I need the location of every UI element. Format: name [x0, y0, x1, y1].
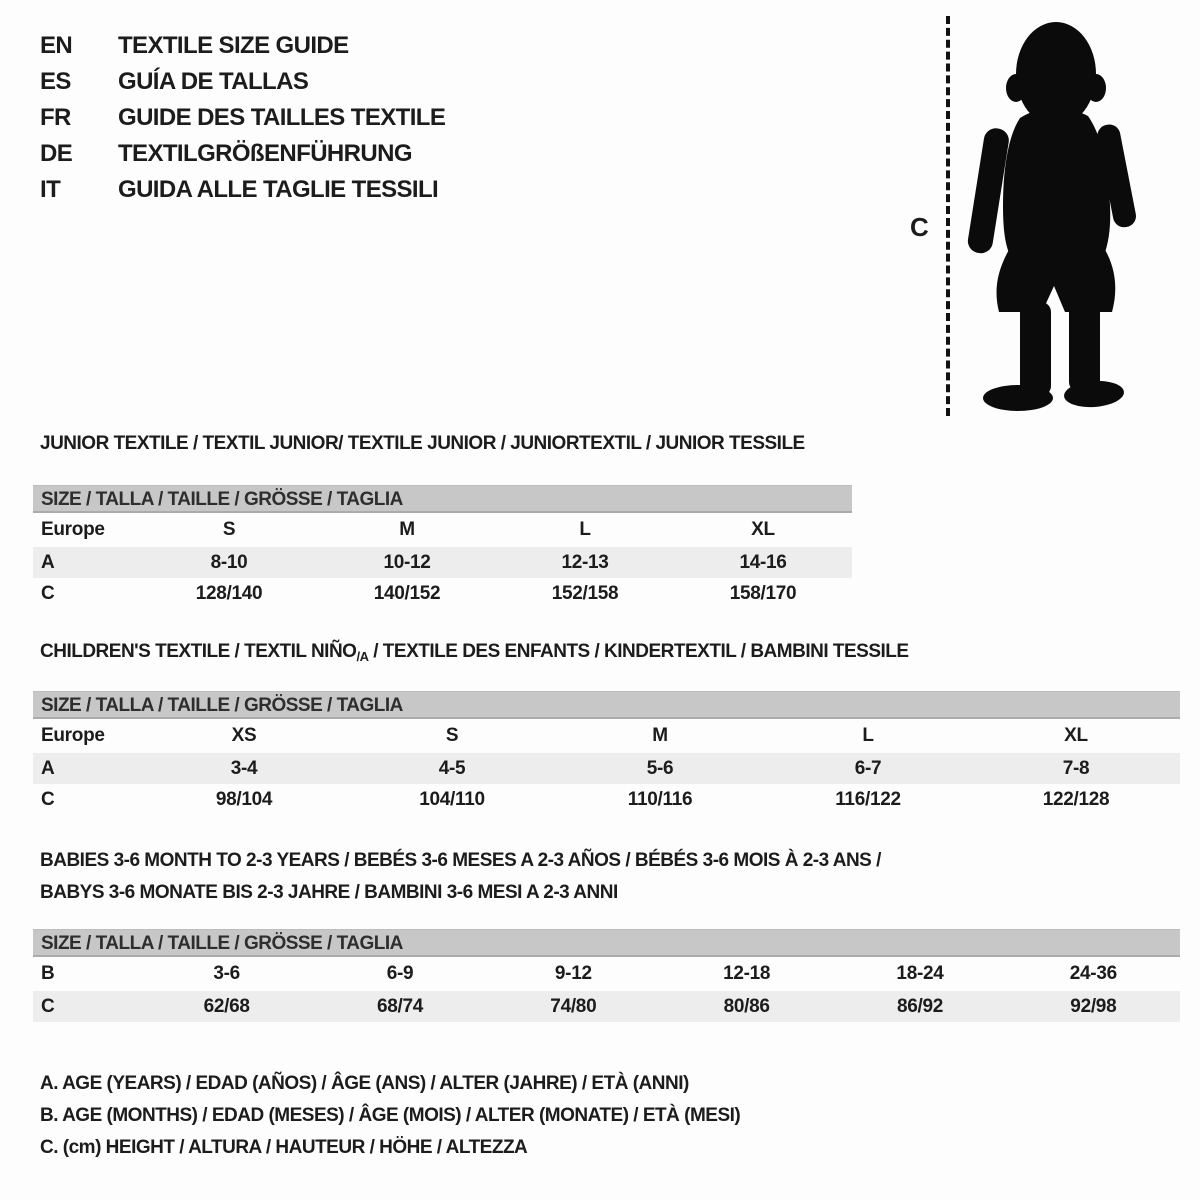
children-size-table	[33, 719, 1180, 815]
height-dashed-line	[946, 16, 950, 416]
lang-row-es	[40, 64, 445, 100]
children-title-prefix: CHILDREN'S TEXTILE / TEXTIL NIÑO	[40, 641, 357, 662]
children-title-suffix: / TEXTILE DES ENFANTS / KINDERTEXTIL / BAMBINI TESSILE	[368, 641, 909, 662]
table-cell: 18-24	[896, 963, 944, 984]
table-cell: 4-5	[438, 757, 466, 779]
babies-size-table	[33, 957, 1180, 1022]
table-row	[33, 547, 852, 578]
table-cell: L	[862, 725, 874, 746]
children-table	[33, 691, 1180, 815]
legend-line-a: A. AGE (YEARS) / EDAD (AÑOS) / ÂGE (ANS) / ALTER (JAHRE) / ETÀ (ANNI)	[40, 1073, 689, 1094]
table-cell: XL	[1064, 725, 1088, 746]
legend-line-b: B. AGE (MONTHS) / EDAD (MESES) / ÂGE (MOIS) / ALTER (MONATE) / ETÀ (MESI)	[40, 1105, 741, 1126]
row-label: A	[41, 757, 55, 779]
table-cell: 7-8	[1062, 757, 1090, 779]
row-label: C	[41, 788, 55, 810]
row-label: C	[41, 995, 55, 1017]
baby-silhouette-image	[966, 10, 1142, 418]
table-cell: XL	[751, 519, 775, 540]
table-cell: 14-16	[739, 551, 787, 573]
language-title-block	[40, 28, 445, 208]
table-cell: 24-36	[1069, 963, 1117, 984]
row-label: Europe	[41, 519, 105, 540]
table-cell: 110/116	[627, 788, 693, 810]
row-label: C	[41, 582, 55, 604]
row-label: B	[41, 963, 55, 984]
table-cell: S	[222, 519, 236, 540]
table-cell: 86/92	[896, 995, 943, 1017]
babies-title-line2: BABYS 3-6 MONATE BIS 2-3 JAHRE / BAMBINI 3-6 MESI A 2-3 ANNI	[40, 882, 618, 903]
lang-row-en	[40, 28, 445, 64]
lang-code: IT	[40, 176, 61, 203]
table-cell: 140/152	[373, 582, 441, 604]
table-cell: 10-12	[383, 551, 431, 573]
table-cell: XS	[231, 725, 257, 746]
junior-section-title: JUNIOR TEXTILE / TEXTIL JUNIOR/ TEXTILE JUNIOR / JUNIORTEXTIL / JUNIOR TESSILE	[40, 433, 805, 454]
row-label: A	[41, 551, 55, 573]
babies-size-header: SIZE / TALLA / TAILLE / GRÖSSE / TAGLIA	[33, 929, 1180, 957]
babies-section-title	[40, 845, 881, 909]
guide-title: TEXTILGRÖßENFÜHRUNG	[118, 140, 412, 167]
junior-size-table	[33, 513, 852, 609]
table-row	[33, 784, 1180, 815]
guide-title: GUIDE DES TAILLES TEXTILE	[118, 104, 446, 131]
table-cell: 12-18	[723, 963, 771, 984]
table-cell: 12-13	[561, 551, 609, 573]
lang-code: FR	[40, 104, 71, 131]
legend-line-c: C. (cm) HEIGHT / ALTURA / HAUTEUR / HÖHE / ALTEZZA	[40, 1137, 528, 1158]
lang-code: ES	[40, 68, 71, 95]
table-cell: M	[652, 725, 668, 746]
lang-row-fr	[40, 100, 445, 136]
babies-title-line1: BABIES 3-6 MONTH TO 2-3 YEARS / BEBÉS 3-6 MESES A 2-3 AÑOS / BÉBÉS 3-6 MOIS À 2-3 ANS /	[40, 850, 881, 871]
table-cell: 104/110	[419, 788, 485, 810]
table-cell: 6-7	[854, 757, 882, 779]
lang-row-de	[40, 136, 445, 172]
lang-row-it	[40, 172, 445, 208]
table-cell: L	[579, 519, 591, 540]
legend-block	[40, 1068, 740, 1164]
table-cell: 8-10	[210, 551, 248, 573]
table-row	[33, 578, 852, 609]
table-cell: 9-12	[554, 963, 592, 984]
row-label: Europe	[41, 725, 105, 746]
table-cell: 92/98	[1070, 995, 1117, 1017]
height-label-c: C	[910, 212, 929, 242]
table-cell: 62/68	[203, 995, 250, 1017]
table-cell: 68/74	[376, 995, 424, 1017]
table-cell: 128/140	[195, 582, 263, 604]
table-cell: 3-4	[230, 757, 258, 779]
lang-code: DE	[40, 140, 73, 167]
table-cell: 74/80	[550, 995, 597, 1017]
table-cell: 152/158	[551, 582, 619, 604]
babies-table	[33, 929, 1180, 1022]
table-cell: 158/170	[729, 582, 797, 604]
table-cell: 98/104	[215, 788, 273, 810]
table-cell: 3-6	[213, 963, 240, 984]
guide-title: TEXTILE SIZE GUIDE	[118, 32, 349, 59]
table-cell: 122/128	[1042, 788, 1110, 810]
children-title-subscript: /A	[356, 649, 369, 664]
table-cell: 80/86	[723, 995, 770, 1017]
table-row	[33, 513, 852, 547]
table-cell: 6-9	[386, 963, 414, 984]
table-cell: S	[445, 725, 459, 746]
table-row	[33, 957, 1180, 991]
junior-size-header: SIZE / TALLA / TAILLE / GRÖSSE / TAGLIA	[33, 485, 852, 513]
guide-title: GUIDA ALLE TAGLIE TESSILI	[118, 176, 439, 203]
table-cell: 116/122	[835, 788, 901, 810]
table-row	[33, 753, 1180, 784]
lang-code: EN	[40, 32, 73, 59]
children-section-title	[40, 641, 909, 664]
table-row	[33, 991, 1180, 1022]
table-cell: 5-6	[646, 757, 674, 779]
guide-title: GUÍA DE TALLAS	[118, 68, 309, 95]
table-row	[33, 719, 1180, 753]
table-cell: M	[399, 519, 415, 540]
junior-table	[33, 485, 852, 609]
children-size-header: SIZE / TALLA / TAILLE / GRÖSSE / TAGLIA	[33, 691, 1180, 719]
